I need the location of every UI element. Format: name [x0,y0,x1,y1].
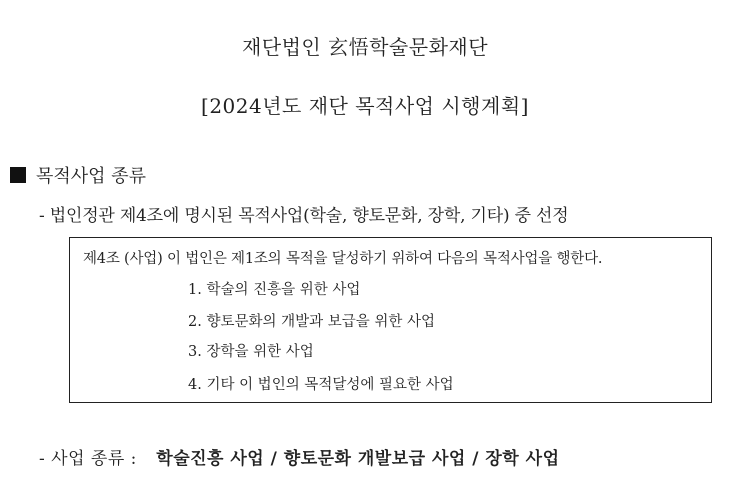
article-item: 4. 기타 이 법인의 목적달성에 필요한 사업 [188,377,454,393]
square-bullet-icon [10,167,26,183]
business-type-line [39,444,560,469]
article-box [69,237,712,403]
article-item: 3. 장학을 위한 사업 [188,344,314,360]
article-text: 제4조 (사업) 이 법인은 제1조의 목적을 달성하기 위하여 다음의 목적사업을 행한다. [83,251,603,267]
plan-title: [2024년도 재단 목적사업 시행계획] [201,94,529,118]
article-item: 1. 학술의 진흥을 위한 사업 [188,282,361,298]
business-type-label: - 사업 종류 : [39,449,137,469]
article-item: 2. 향토문화의 개발과 보급을 위한 사업 [188,314,435,330]
section-heading [10,162,146,188]
business-type-value: 학술진흥 사업 / 향토문화 개발보급 사업 / 장학 사업 [156,449,560,469]
section-heading-text: 목적사업 종류 [36,166,147,187]
organization-title: 재단법인 玄悟학술문화재단 [241,35,489,59]
selection-criteria-line: - 법인정관 제4조에 명시된 목적사업(학술, 향토문화, 장학, 기타) 중 선정 [39,206,569,226]
